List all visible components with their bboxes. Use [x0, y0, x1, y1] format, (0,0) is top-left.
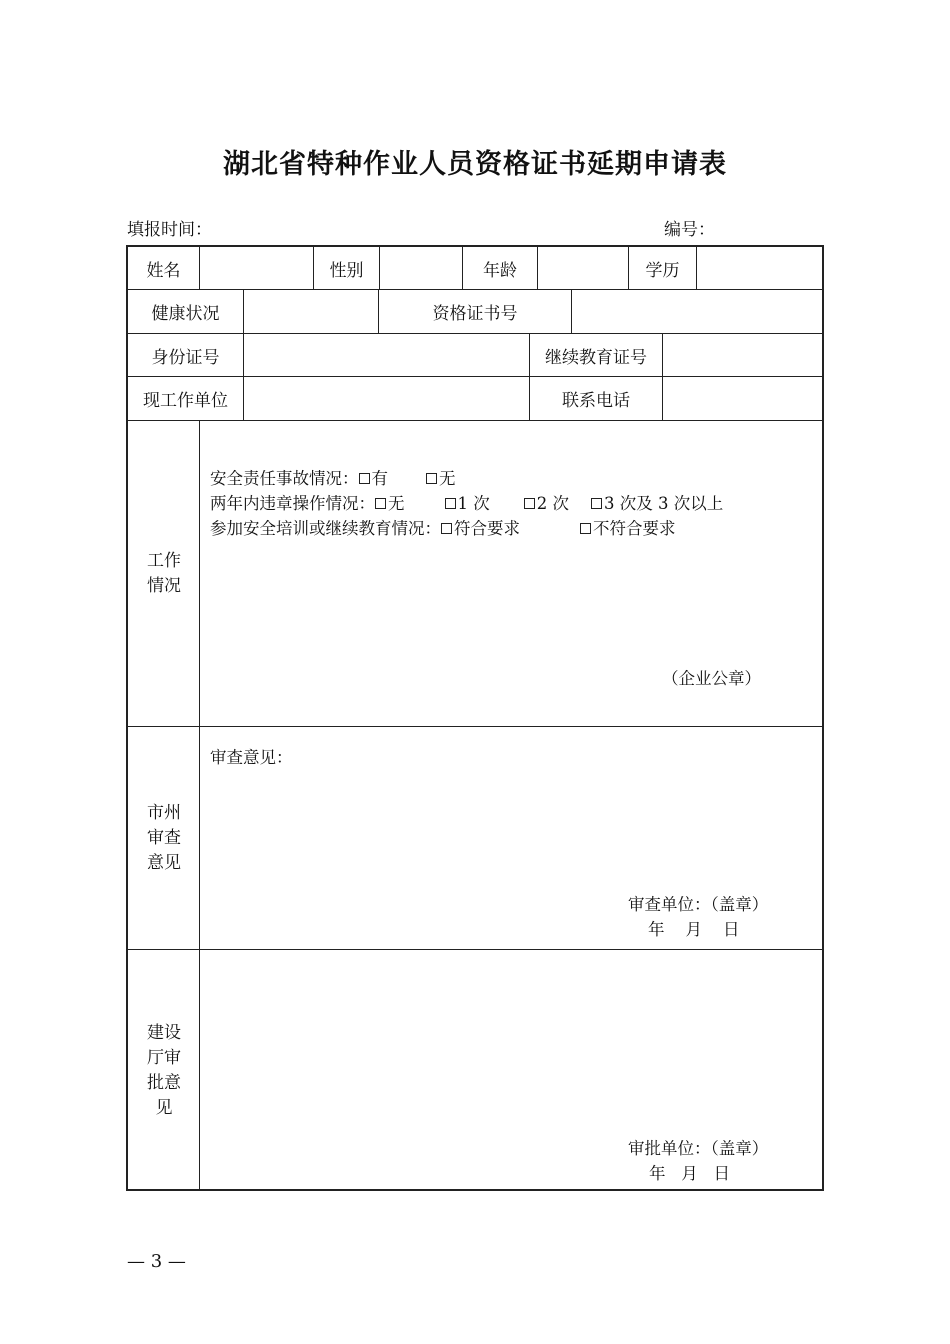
- accident-no-option[interactable]: 无: [426, 465, 456, 489]
- accident-line: [210, 465, 456, 489]
- label-city-review: 市州审查意见: [147, 802, 181, 873]
- fill-time-label: 填报时间：: [127, 220, 212, 240]
- row-divider: [128, 949, 822, 950]
- checkbox-icon: [591, 498, 602, 509]
- label-id-no: 身份证号: [151, 347, 220, 368]
- label-age: 年龄: [483, 260, 517, 281]
- review-date-label: 年 月 日: [648, 920, 740, 939]
- approval-date-label: 年 月 日: [649, 1164, 730, 1183]
- page-number: — 3 —: [127, 1251, 186, 1272]
- employer-field[interactable]: [244, 377, 529, 420]
- accident-yes-option[interactable]: 有: [359, 465, 389, 489]
- training-line: [210, 515, 676, 539]
- training-not-meets-option[interactable]: 不符合要求: [580, 515, 676, 539]
- violation-twice-option[interactable]: 2 次: [524, 490, 569, 514]
- violation-label: 两年内违章操作情况：: [210, 494, 375, 513]
- approval-unit-label: 审批单位：（盖章）: [628, 1139, 769, 1158]
- training-label: 参加安全培训或继续教育情况：: [210, 519, 441, 538]
- checkbox-icon: [445, 498, 456, 509]
- company-seal-label: （企业公章）: [662, 669, 761, 688]
- page-title: 湖北省特种作业人员资格证书延期申请表: [223, 149, 727, 180]
- violation-line: [210, 490, 723, 514]
- checkbox-icon: [524, 498, 535, 509]
- label-name: 姓名: [146, 260, 181, 281]
- violation-once-option[interactable]: 1 次: [445, 490, 490, 514]
- training-meets-option[interactable]: 符合要求: [441, 515, 520, 539]
- label-employer: 现工作单位: [143, 391, 228, 411]
- checkbox-icon: [580, 523, 591, 534]
- checkbox-icon: [375, 498, 386, 509]
- application-form-table: [126, 245, 824, 1191]
- label-health: 健康状况: [151, 304, 220, 324]
- row-divider: [128, 420, 822, 421]
- serial-label: 编号：: [664, 220, 715, 240]
- education-field[interactable]: [697, 247, 822, 289]
- age-field[interactable]: [538, 247, 628, 289]
- row-divider: [128, 726, 822, 727]
- review-unit-label: 审查单位：（盖章）: [628, 895, 769, 914]
- violation-none-option[interactable]: 无: [375, 490, 405, 514]
- cont-edu-no-field[interactable]: [663, 334, 822, 376]
- violation-thrice-option[interactable]: 3 次及 3 次以上: [591, 490, 723, 514]
- accident-label: 安全责任事故情况：: [210, 469, 359, 488]
- checkbox-icon: [441, 523, 452, 534]
- phone-field[interactable]: [663, 377, 822, 420]
- checkbox-icon: [426, 473, 437, 484]
- label-phone: 联系电话: [562, 391, 630, 411]
- id-no-field[interactable]: [244, 334, 529, 376]
- cert-no-field[interactable]: [572, 290, 822, 333]
- health-field[interactable]: [244, 290, 378, 333]
- label-cert-no: 资格证书号: [432, 304, 518, 324]
- gender-field[interactable]: [380, 247, 462, 289]
- checkbox-icon: [359, 473, 370, 484]
- label-gender: 性别: [329, 260, 364, 281]
- label-cont-edu-no: 继续教育证号: [545, 347, 647, 368]
- name-field[interactable]: [200, 247, 313, 289]
- review-opinion-label: 审查意见：: [210, 748, 293, 767]
- label-education: 学历: [645, 260, 680, 281]
- label-work-situation: 工作情况: [147, 550, 181, 596]
- label-dept-approval: 建设厅审批意见: [147, 1022, 181, 1118]
